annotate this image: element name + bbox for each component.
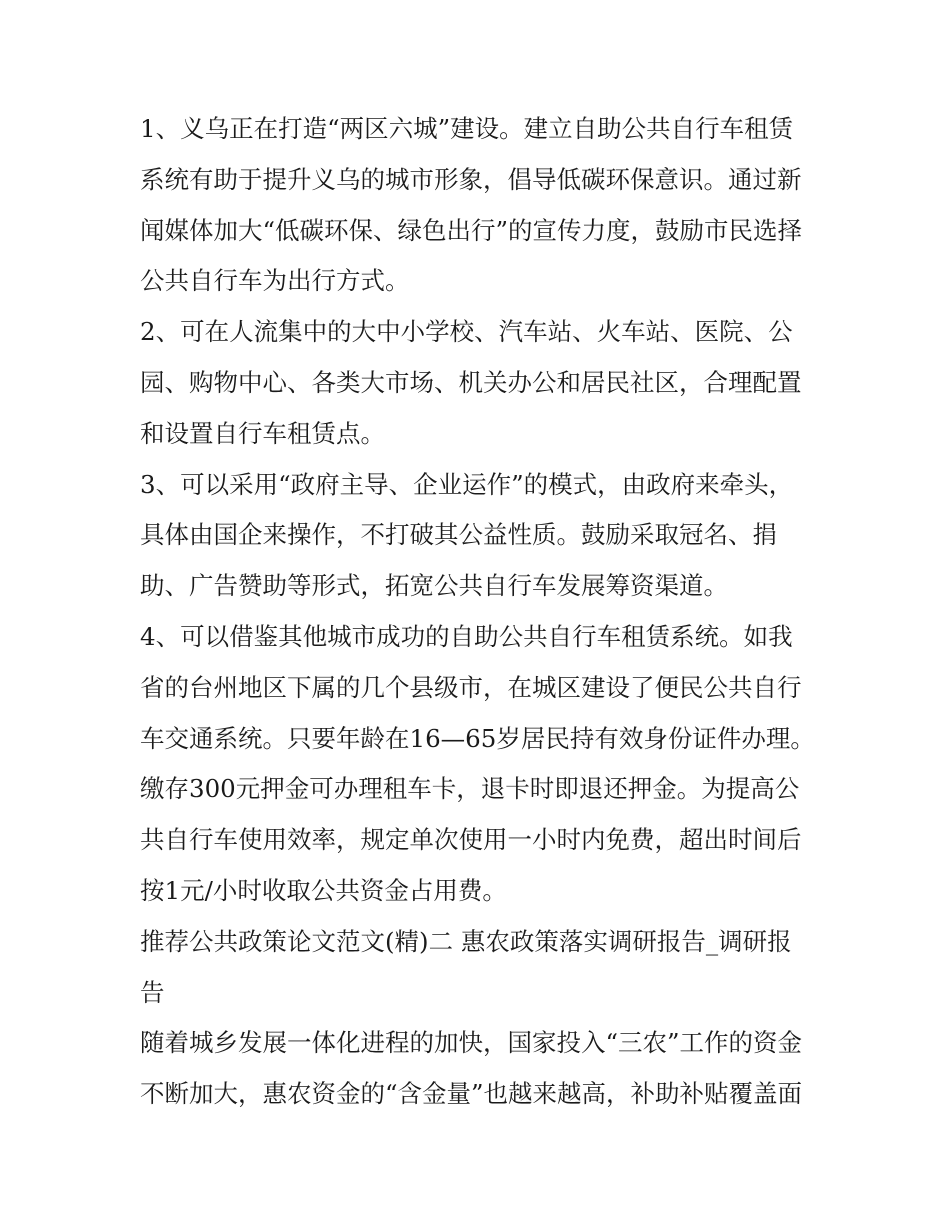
paragraph-2: 2、可在人流集中的大中小学校、汽车站、火车站、医院、公园、购物中心、各类大市场、机关办公和居民社区，合理配置和设置自行车租赁点。 [140,317,802,448]
paragraph-4: 4、可以借鉴其他城市成功的自助公共自行车租赁系统。如我省的台州地区下属的几个县级市，在城区建设了便民公共自行车交通系统。只要年龄在16—65岁居民持有效身份证件办理。缴存300元押金可办理租车卡，退卡时即退还押金。为提高公共自行车使用效率，规定单次使用一小时内免费，超出时间后按1元/小时收取公共资金占用费。 [140,621,815,905]
paragraph-3: 3、可以采用“政府主导、企业运作”的模式，由政府来牵头，具体由国企来操作，不打破其公益性质。鼓励采取冠名、捐助、广告赞助等形式，拓宽公共自行车发展筹资渠道。 [140,469,794,601]
paragraph-6: 随着城乡发展一体化进程的加快，国家投入“三农”工作的资金不断加大，惠农资金的“含金量”也越来越高，补助补贴覆盖面 [140,1028,803,1109]
document-body [140,104,816,1120]
paragraph-1: 1、义乌正在打造“两区六城”建设。建立自助公共自行车租赁系统有助于提升义乌的城市形象，倡导低碳环保意识。通过新闻媒体加大“低碳环保、绿色出行”的宣传力度，鼓励市民选择公共自行车为出行方式。 [140,114,803,296]
section-heading: 推荐公共政策论文范文(精)二 惠农政策落实调研报告_调研报告 [140,926,792,1007]
